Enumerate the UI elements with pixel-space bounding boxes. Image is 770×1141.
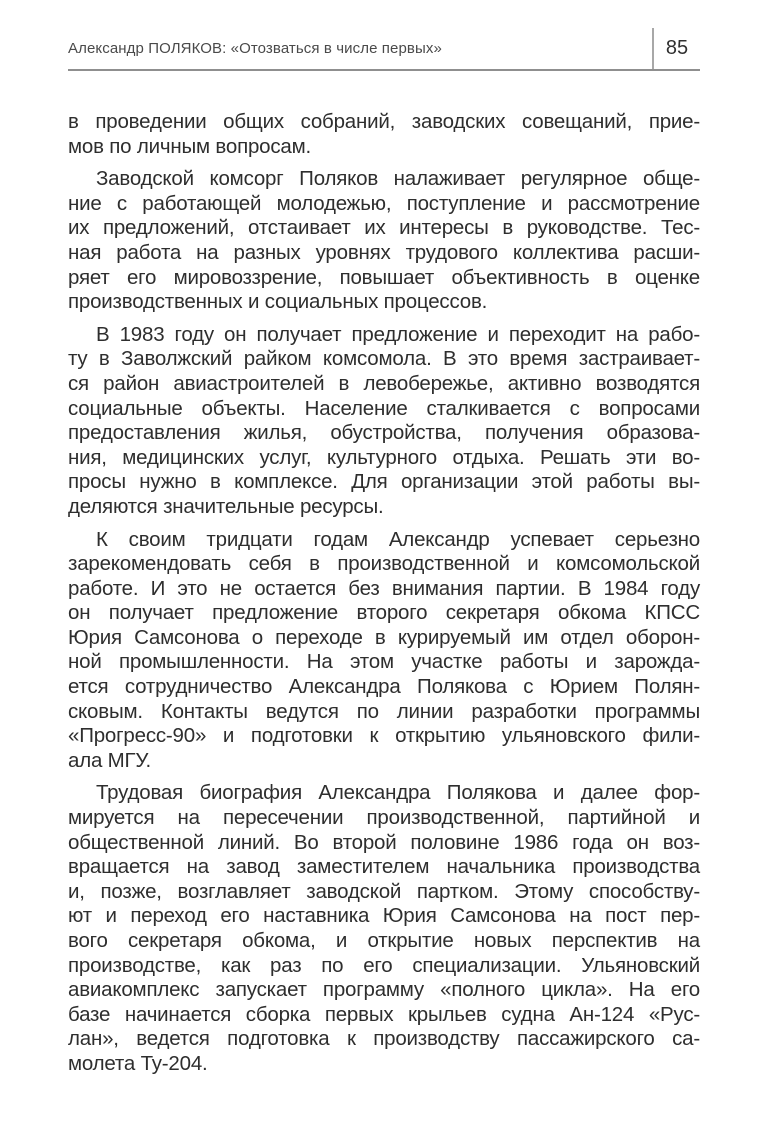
text-line: социальные объекты. Население сталкивается с вопросами [68,396,700,420]
page-header [68,28,700,69]
text-line: Юрия Самсонова о переходе в курируемый им отдел оборон- [68,625,700,649]
text-line: ту в Заволжский райком комсомола. В это время застраивает- [68,347,700,371]
paragraph [68,323,700,520]
text-line: производстве, как раз по его специализации. Ульяновский [68,953,700,977]
paragraph [68,110,700,159]
text-line: ние с работающей молодежью, поступление и рассмотрение [68,191,700,215]
text-line: авиакомплекс запускает программу «полного цикла». На его [68,978,700,1002]
text-line: ная работа на разных уровнях трудового коллектива расши- [68,240,700,264]
text-line: В 1983 году он получает предложение и переходит на рабо- [96,322,700,346]
text-line: производственных и социальных процессов. [68,290,488,314]
text-line: сковым. Контакты ведутся по линии разработки программы [68,699,700,723]
text-line: зарекомендовать себя в производственной и комсомольской [68,552,700,576]
text-line: вращается на завод заместителем начальника производства [68,855,700,879]
text-line: ют и переход его наставника Юрия Самсонова на пост пер- [68,904,700,928]
text-line: предоставления жилья, обустройства, получения образова- [68,421,700,445]
text-line: базе начинается сборка первых крыльев судна Ан-124 «Рус- [68,1002,700,1026]
paragraph [68,167,700,315]
header-rule [68,69,700,71]
text-line: он получает предложение второго секретаря обкома КПСС [68,601,700,625]
body-text [68,110,700,1077]
text-line: общественной линий. Во второй половине 1986 года он воз- [68,830,700,854]
text-line: деляются значительные ресурсы. [68,494,384,518]
text-line: и, позже, возглавляет заводской партком. Этому способству- [68,879,700,903]
text-line: ала МГУ. [68,748,152,772]
text-line: «Прогресс-90» и подготовки к открытию ульяновского фили- [68,724,700,748]
paragraph [68,781,700,1076]
text-line: мов по личным вопросам. [68,134,312,158]
paragraph [68,528,700,774]
text-line: ной промышленности. На этом участке работы и зарожда- [68,650,700,674]
text-line: вого секретаря обкома, и открытие новых перспектив на [68,929,700,952]
text-line: ется сотрудничество Александра Полякова с Юрием Полян- [68,675,700,699]
text-line: Заводской комсорг Поляков налаживает регулярное обще- [96,167,700,191]
text-line: просы нужно в комплексе. Для организации этой работы вы- [68,470,700,494]
text-line: молета Ту-204. [68,1051,208,1075]
running-header-title: Александр ПОЛЯКОВ: «Отозваться в числе первых» [68,40,442,57]
page-number: 85 [665,37,689,59]
text-line: ния, медицинских услуг, культурного отдыха. Решать эти во- [68,445,700,469]
text-line: их предложений, отстаивает их интересы в руководстве. Тес- [68,216,700,240]
text-line: лан», ведется подготовка к производству пассажирского са- [68,1027,700,1051]
text-line: Трудовая биография Александра Полякова и далее фор- [96,781,700,805]
text-line: в проведении общих собраний, заводских совещаний, прие- [68,110,700,133]
text-line: работе. И это не остается без внимания партии. В 1984 году [68,576,700,600]
text-line: К своим тридцати годам Александр успевает серьезно [96,527,700,551]
text-line: ся район авиастроителей в левобережье, активно возводятся [68,371,700,395]
text-line: ряет его мировоззрение, повышает объективность в оценке [68,265,700,289]
text-line: мируется на пересечении производственной, партийной и [68,806,700,830]
